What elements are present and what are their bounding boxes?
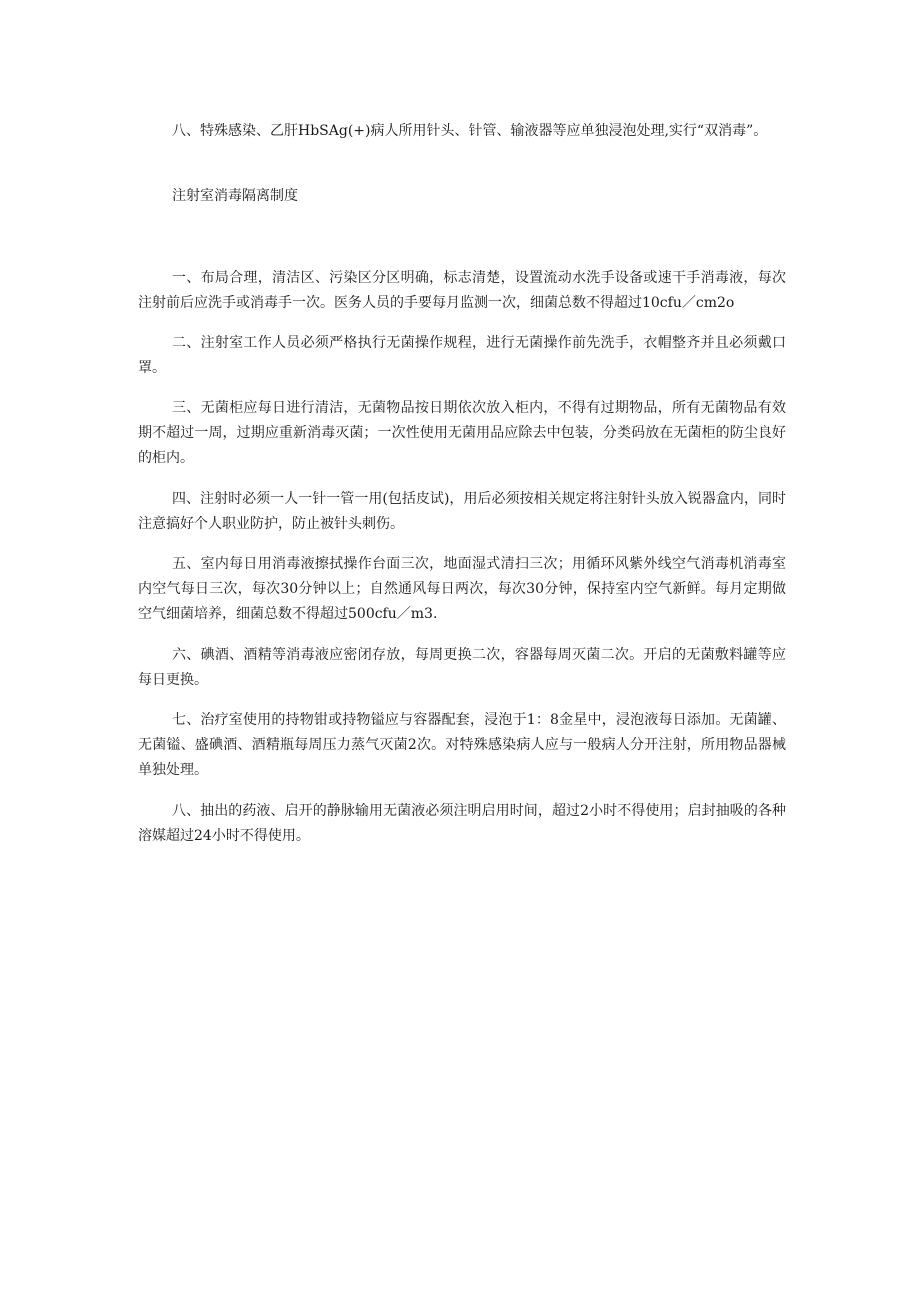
paragraph-5: 五、室内每日用消毒液擦拭操作台面三次，地面湿式清扫三次；用循环风紫外线空气消毒机消毒室内空气每日三次，每次30分钟以上；自然通风每日两次，每次30分钟，保持室内空气新鲜。每月定期做空气细菌培养，细菌总数不得超过500cfu／m3. <box>138 556 786 622</box>
paragraph-2: 二、注射室工作人员必须严格执行无菌操作规程，进行无菌操作前先洗手，衣帽整齐并且必须戴口罩。 <box>138 335 786 376</box>
paragraph-8: 八、抽出的药液、启开的静脉输用无菌液必须注明启用时间，超过2小时不得使用；启封抽吸的各种溶媒超过24小时不得使用。 <box>138 803 786 844</box>
paragraph-7: 七、治疗室使用的持物钳或持物镒应与容器配套，浸泡于1：8金星中，浸泡液每日添加。无菌罐、无菌镒、盛碘酒、酒精瓶每周压力蒸气灭菌2次。对特殊感染病人应与一般病人分开注射，所用物品器械单独处理。 <box>138 712 786 778</box>
paragraph-4: 四、注射时必须一人一针一管一用(包括皮试)，用后必须按相关规定将注射针头放入锐器盒内，同时注意搞好个人职业防护，防止被针头刺伤。 <box>138 491 786 532</box>
paragraph-3: 三、无菌柜应每日进行清洁，无菌物品按日期依次放入柜内，不得有过期物品，所有无菌物品有效期不超过一周，过期应重新消毒灭菌；一次性使用无菌用品应除去中包装，分类码放在无菌柜的防尘良好的柜内。 <box>138 400 786 466</box>
paragraph-1: 一、布局合理，清洁区、污染区分区明确，标志清楚，设置流动水洗手设备或速干手消毒液，每次注射前后应洗手或消毒手一次。医务人员的手要每月监测一次，细菌总数不得超过10cfu／cm2o <box>138 270 786 311</box>
section-title: 注射室消毒隔离制度 <box>172 188 298 204</box>
paragraph-6: 六、碘酒、酒精等消毒液应密闭存放，每周更换二次，容器每周灭菌二次。开启的无菌敷料罐等应每日更换。 <box>138 647 786 688</box>
intro-paragraph: 八、特殊感染、乙肝HbSAg(+)病人所用针头、针管、输液器等应单独浸泡处理,实行“双消毒”。 <box>172 123 768 139</box>
